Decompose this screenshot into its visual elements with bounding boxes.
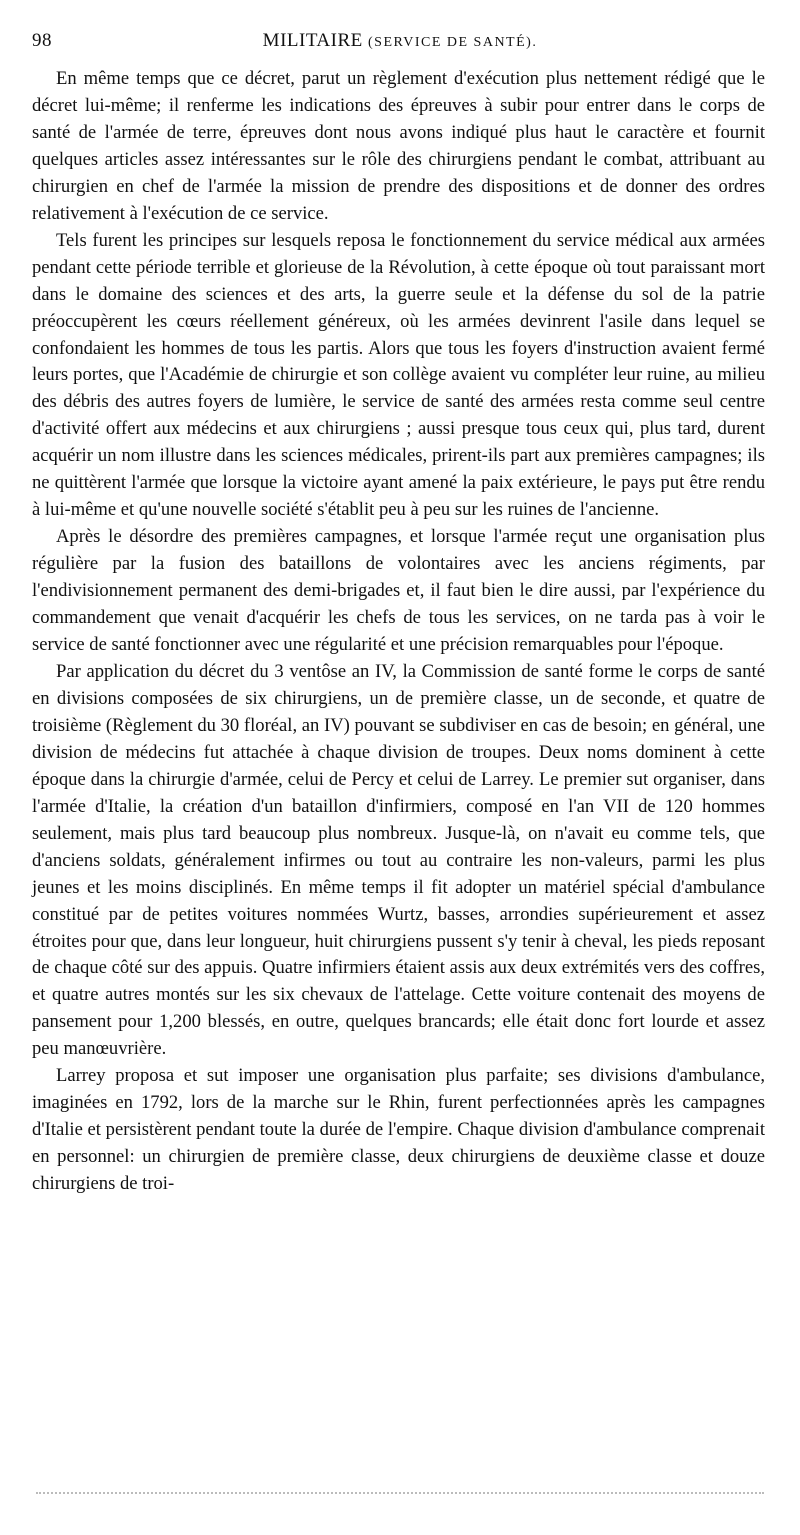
paragraph: Par application du décret du 3 ventôse an IV, la Commission de santé forme le corps de santé en divisions composées de six chirurgiens, un de première classe, un de seconde, et quatre de troisième (Règlement du 30 floréal, an IV) pouvant se subdiviser en cas de besoin; en général, une division de médecins fut attachée à chaque division de troupes. Deux noms dominent à cette époque dans la chirurgie d'armée, celui de Percy et celui de Larrey. Le premier sut organiser, dans l'armée d'Italie, la création d'un bataillon d'infirmiers, composé en l'an VII de 120 hommes seulement, mais plus tard beaucoup plus nombreux. Jusque-là, on n'avait eu comme tels, que d'anciens soldats, généralement infirmes ou tout au contraire les non-valeurs, parmi les plus jeunes et les moins disciplinés. En même temps il fit adopter un matériel spécial d'ambulance constitué par de petites voitures nommées Wurtz, basses, arrondies supérieurement et assez étroites pour que, dans leur longueur, huit chirurgiens pussent s'y tenir à cheval, les pieds reposant de chaque côté sur des appuis. Quatre infirmiers étaient assis aux deux extrémités vers des coffres, et quatre autres montés sur les six chevaux de l'attelage. Cette voiture contenait des moyens de pansement pour 1,200 blessés, en outre, quelques brancards; elle était donc fort lourde et assez peu manœuvrière.	[32, 660, 765, 1060]
paragraph: Larrey proposa et sut imposer une organisation plus parfaite; ses divisions d'ambulance, imaginées en 1792, lors de la marche sur le Rhin, furent perfectionnées après les campagnes d'Italie et persistèrent pendant toute la durée de l'empire. Chaque division d'ambulance comprenait en personnel: un chirurgien de première classe, deux chirurgiens de deuxième classe et douze chirurgiens de troi-	[32, 1065, 765, 1195]
paragraph: Tels furent les principes sur lesquels reposa le fonctionnement du service médical aux armées pendant cette période terrible et glorieuse de la Révolution, à cette époque où tout paraissant mort dans le domaine des sciences et des arts, la guerre seule et la défense du sol de la patrie préoccupèrent les cœurs réellement généreux, où les armées devinrent l'asile dans lequel se confondaient les hommes de tous les partis. Alors que tous les foyers d'instruction avaient fermé leurs portes, que l'Académie de chirurgie et son collège avaient vu compléter leur ruine, au milieu des débris des autres foyers de lumière, le service de santé des armées resta comme seul centre d'activité offert aux médecins et aux chirurgiens ; aussi presque tous ceux qui, plus tard, durent acquérir un nom illustre dans les sciences médicales, prirent-ils part aux premières campagnes; ils ne quittèrent l'armée que lorsque la victoire ayant amené la paix extérieure, le pays put être rendu à lui-même et qu'une nouvelle société s'établit peu à peu sur les ruines de l'ancienne.	[32, 229, 765, 521]
footer-dotted-rule	[36, 1492, 764, 1494]
paragraph: En même temps que ce décret, parut un règlement d'exécution plus nettement rédigé que le décret lui-même; il renferme les indications des épreuves à subir pour entrer dans le corps de santé de l'armée de terre, épreuves dont nous avons indiqué plus haut le caractère et fournit quelques articles assez intéressantes sur le rôle des chirurgiens pendant le combat, attribuant au chirurgien en chef de l'armée la mission de prendre des dispositions et de donner des ordres relativement à l'exécution de ce service.	[32, 68, 765, 224]
running-head-title: MILITAIRE	[262, 30, 363, 51]
running-head-subtitle: (SERVICE DE SANTÉ).	[368, 35, 538, 50]
page-header	[32, 30, 768, 58]
running-head	[32, 30, 768, 52]
paragraph: Après le désordre des premières campagnes, et lorsque l'armée reçut une organisation plus régulière par la fusion des bataillons de volontaires avec les anciens régiments, par l'endivisionnement permanent des demi-brigades et, il faut bien le dire aussi, par l'expérience du commandement que venait d'acquérir les chefs de tous les services, on ne tarda pas à voir le service de santé fonctionner avec une régularité et une précision remarquables pour l'époque.	[32, 526, 765, 656]
body-text	[32, 66, 765, 1198]
page-number: 98	[32, 30, 52, 51]
